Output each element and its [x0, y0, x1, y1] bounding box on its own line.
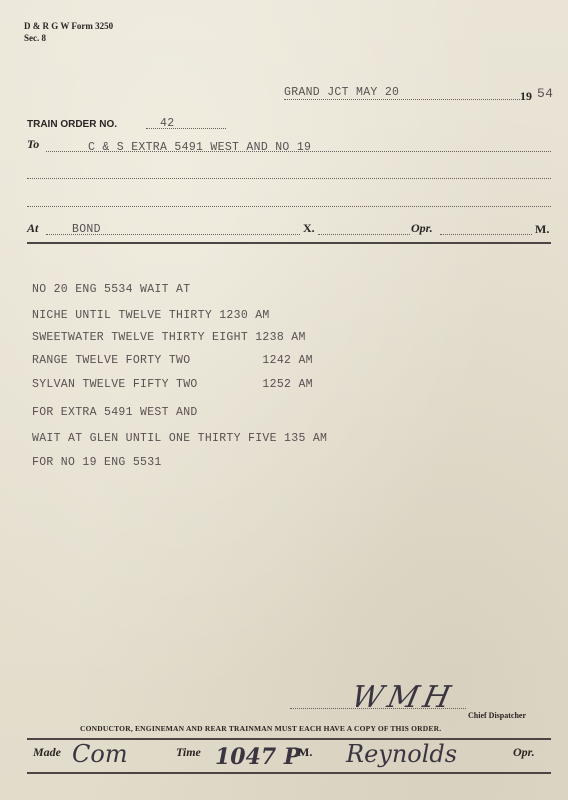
train-order-number: 42 [160, 117, 175, 130]
place-date: GRAND JCT MAY 20 [284, 86, 400, 99]
dispatcher-initials: WMH [348, 680, 459, 715]
footer-opr-label: Opr. [513, 745, 535, 759]
body-line-5: SYLVAN TWELVE FIFTY TWO 1252 AM [32, 378, 313, 391]
time-value: 1047 P [215, 744, 301, 770]
body-line-7: WAIT AT GLEN UNTIL ONE THIRTY FIVE 135 AM [32, 432, 328, 445]
to-label: To [27, 137, 40, 151]
dispatcher-label: Chief Dispatcher [468, 711, 526, 720]
body-line-1: NO 20 ENG 5534 WAIT AT [32, 283, 191, 296]
x-label: X. [303, 221, 315, 235]
train-order-label: TRAIN ORDER NO. [27, 119, 117, 130]
dispatcher-line [290, 708, 466, 709]
body-line-8: FOR NO 19 ENG 5531 [32, 456, 162, 469]
to-line-2 [27, 178, 551, 179]
operator-signature: Reynolds [346, 740, 458, 768]
body-line-2: NICHE UNTIL TWELVE THIRTY 1230 AM [32, 309, 270, 322]
copy-notice: CONDUCTOR, ENGINEMAN AND REAR TRAINMAN MUST EACH HAVE A COPY OF THIS ORDER. [80, 724, 442, 733]
year-prefix: 19 [520, 89, 532, 103]
made-label: Made [33, 745, 61, 759]
to-value: C & S EXTRA 5491 WEST AND NO 19 [88, 141, 312, 154]
form-number: D & R G W Form 3250 [24, 21, 114, 31]
body-line-4: RANGE TWELVE FORTY TWO 1242 AM [32, 354, 313, 367]
opr-label: Opr. [411, 221, 433, 235]
time-m-label: M. [298, 745, 313, 759]
at-value: BOND [72, 223, 101, 236]
year-suffix: 54 [537, 86, 554, 101]
footer-rule-bottom [27, 772, 551, 774]
made-value: Com [72, 740, 128, 768]
header-rule [27, 242, 551, 244]
time-label: Time [176, 745, 201, 759]
x-line [318, 234, 410, 235]
to-line-3 [27, 206, 551, 207]
m-label: M. [535, 222, 550, 236]
form-section: Sec. 8 [24, 33, 46, 43]
form-id [24, 20, 113, 44]
opr-line [440, 234, 532, 235]
at-label: At [27, 221, 39, 235]
body-line-6: FOR EXTRA 5491 WEST AND [32, 406, 198, 419]
train-order-line [146, 128, 226, 129]
body-line-3: SWEETWATER TWELVE THIRTY EIGHT 1238 AM [32, 331, 306, 344]
place-date-line [284, 99, 520, 100]
